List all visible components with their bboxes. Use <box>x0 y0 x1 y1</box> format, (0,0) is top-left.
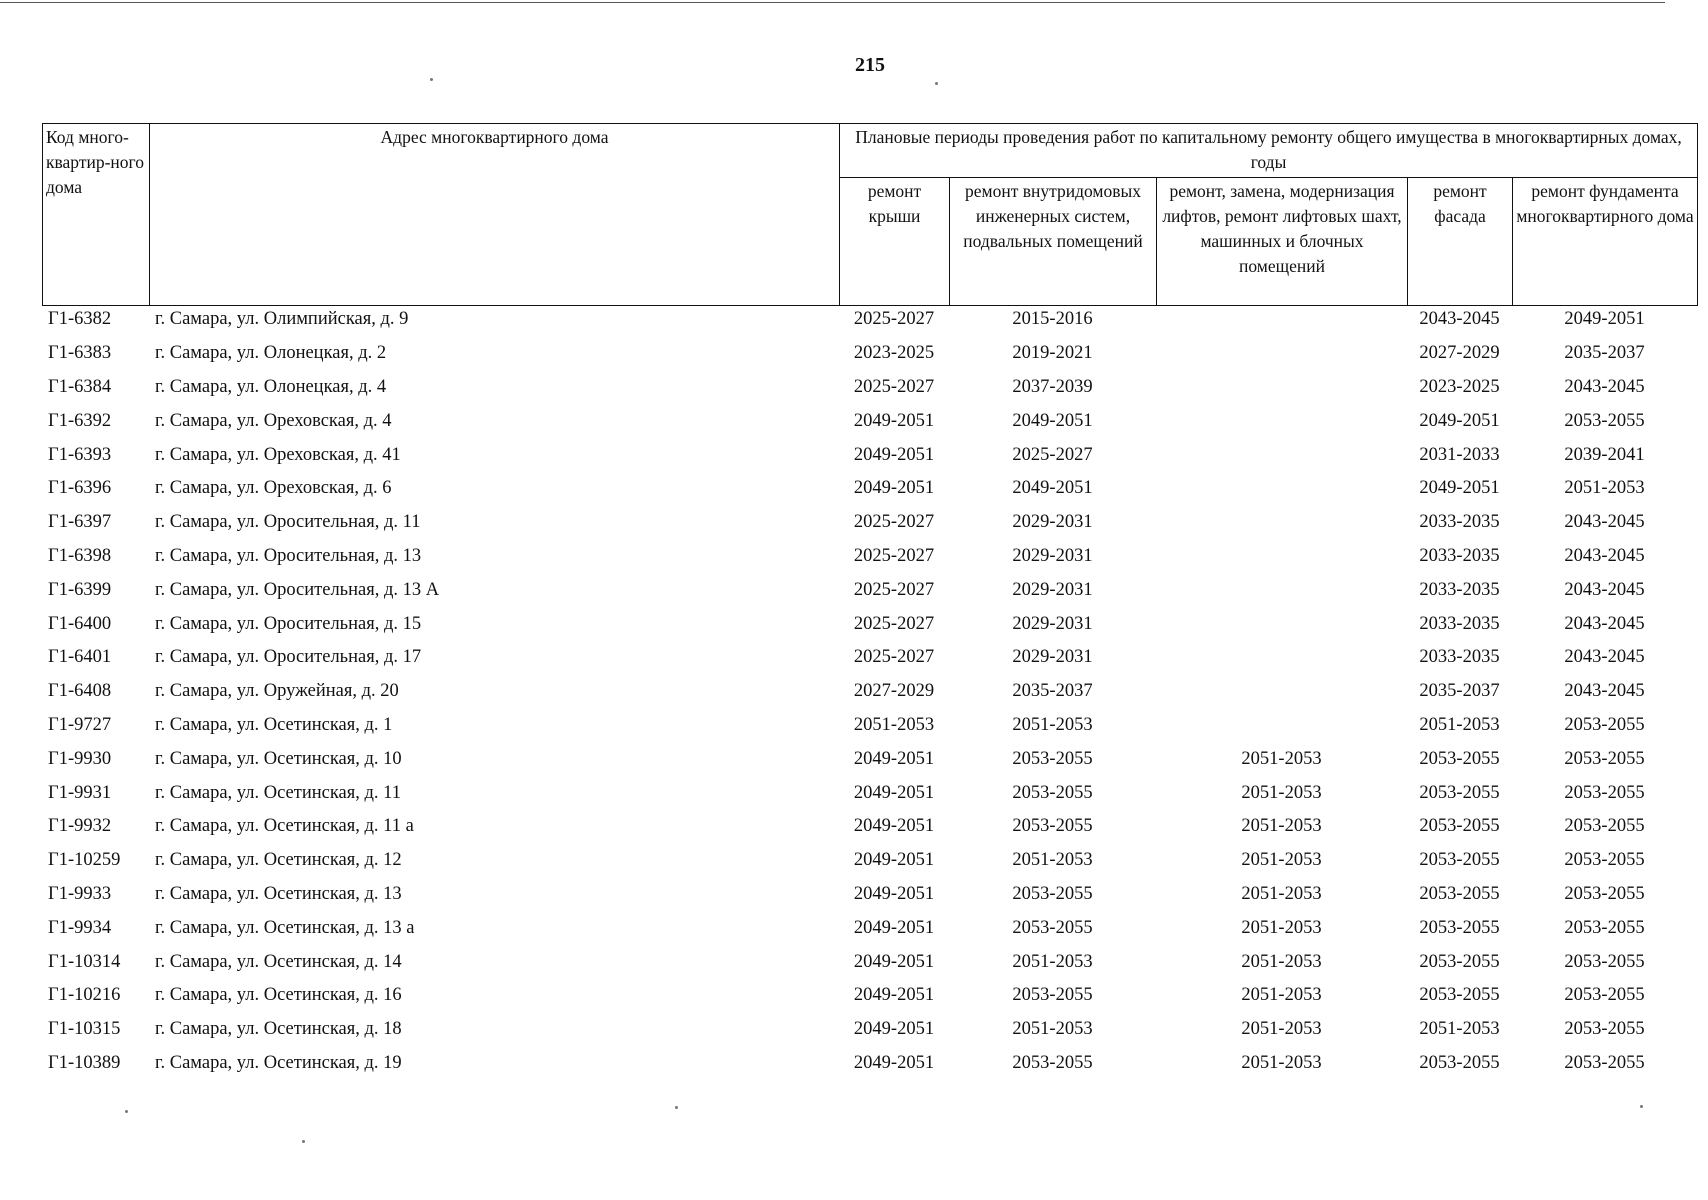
house-address: г. Самара, ул. Осетинская, д. 19 <box>155 1052 402 1073</box>
house-address: г. Самара, ул. Оросительная, д. 13 <box>155 545 422 566</box>
house-code: Г1-9727 <box>48 714 112 735</box>
facade-period: 2043-2045 <box>1419 309 1500 330</box>
table-row <box>42 709 1697 743</box>
house-address: г. Самара, ул. Осетинская, д. 16 <box>155 985 402 1006</box>
facade-period: 2053-2055 <box>1419 951 1500 972</box>
house-code: Г1-6384 <box>48 376 112 397</box>
lifts-period <box>1156 540 1407 574</box>
header-roof: ремонт крыши <box>840 178 950 306</box>
table-row <box>42 776 1697 810</box>
house-address: г. Самара, ул. Оросительная, д. 13 А <box>155 579 440 600</box>
lifts-period: 2051-2053 <box>1241 748 1322 769</box>
roof-period: 2049-2051 <box>853 951 935 972</box>
lifts-period: 2051-2053 <box>1241 1019 1322 1040</box>
facade-period: 2035-2037 <box>1419 681 1500 702</box>
roof-period: 2049-2051 <box>853 782 935 803</box>
house-address: г. Самара, ул. Ореховская, д. 6 <box>155 478 392 499</box>
systems-period: 2035-2037 <box>1012 681 1093 702</box>
house-code: Г1-10389 <box>48 1052 121 1073</box>
table-row <box>42 945 1697 979</box>
table-row <box>42 371 1697 405</box>
foundation-period: 2043-2045 <box>1564 579 1645 600</box>
foundation-period: 2053-2055 <box>1564 985 1645 1006</box>
facade-period: 2023-2025 <box>1419 376 1500 397</box>
top-rule <box>0 2 1665 3</box>
lifts-period: 2051-2053 <box>1241 917 1322 938</box>
lifts-period <box>1156 472 1407 506</box>
systems-period: 2051-2053 <box>1012 1019 1093 1040</box>
table-row <box>42 911 1697 945</box>
house-address: г. Самара, ул. Осетинская, д. 13 <box>155 883 402 904</box>
facade-period: 2053-2055 <box>1419 748 1500 769</box>
systems-period: 2051-2053 <box>1012 714 1093 735</box>
systems-period: 2051-2053 <box>1012 850 1093 871</box>
lifts-period <box>1156 607 1407 641</box>
house-address: г. Самара, ул. Олимпийская, д. 9 <box>155 309 409 330</box>
systems-period: 2029-2031 <box>1012 579 1093 600</box>
house-address: г. Самара, ул. Оросительная, д. 15 <box>155 613 422 634</box>
house-address: г. Самара, ул. Олонецкая, д. 4 <box>155 376 387 397</box>
lifts-period: 2051-2053 <box>1241 850 1322 871</box>
lifts-period: 2051-2053 <box>1241 1052 1322 1073</box>
house-code: Г1-9933 <box>48 883 112 904</box>
foundation-period: 2043-2045 <box>1564 647 1645 668</box>
foundation-period: 2043-2045 <box>1564 376 1645 397</box>
systems-period: 2025-2027 <box>1012 444 1093 465</box>
foundation-period: 2043-2045 <box>1564 545 1645 566</box>
roof-period: 2027-2029 <box>853 681 935 702</box>
lifts-period: 2051-2053 <box>1241 883 1322 904</box>
roof-period: 2025-2027 <box>853 579 935 600</box>
foundation-period: 2053-2055 <box>1564 410 1645 431</box>
house-address: г. Самара, ул. Оросительная, д. 17 <box>155 647 422 668</box>
roof-period: 2023-2025 <box>853 343 935 364</box>
roof-period: 2025-2027 <box>853 647 935 668</box>
scan-speck <box>935 82 938 85</box>
table-row <box>42 810 1697 844</box>
table-header <box>42 123 1698 306</box>
foundation-period: 2049-2051 <box>1564 309 1645 330</box>
header-code: Код много-квартир-ного дома <box>43 124 150 306</box>
facade-period: 2033-2035 <box>1419 512 1500 533</box>
facade-period: 2033-2035 <box>1419 579 1500 600</box>
lifts-period: 2051-2053 <box>1241 816 1322 837</box>
roof-period: 2051-2053 <box>853 714 935 735</box>
facade-period: 2049-2051 <box>1419 410 1500 431</box>
table-row <box>42 979 1697 1013</box>
table-row <box>42 540 1697 574</box>
house-code: Г1-6401 <box>48 647 112 668</box>
roof-period: 2049-2051 <box>853 1052 935 1073</box>
foundation-period: 2053-2055 <box>1564 1052 1645 1073</box>
table-body <box>42 303 1697 1080</box>
roof-period: 2025-2027 <box>853 309 935 330</box>
house-code: Г1-9934 <box>48 917 112 938</box>
foundation-period: 2039-2041 <box>1564 444 1645 465</box>
facade-period: 2033-2035 <box>1419 647 1500 668</box>
roof-period: 2025-2027 <box>853 512 935 533</box>
table-row <box>42 404 1697 438</box>
lifts-period <box>1156 641 1407 675</box>
house-address: г. Самара, ул. Оросительная, д. 11 <box>155 512 421 533</box>
house-address: г. Самара, ул. Осетинская, д. 11 <box>155 782 401 803</box>
systems-period: 2037-2039 <box>1012 376 1093 397</box>
table-row <box>42 472 1697 506</box>
facade-period: 2033-2035 <box>1419 545 1500 566</box>
roof-period: 2049-2051 <box>853 985 935 1006</box>
lifts-period: 2051-2053 <box>1241 951 1322 972</box>
house-address: г. Самара, ул. Оружейная, д. 20 <box>155 681 399 702</box>
systems-period: 2053-2055 <box>1012 917 1093 938</box>
roof-period: 2049-2051 <box>853 1019 935 1040</box>
table-row <box>42 675 1697 709</box>
foundation-period: 2053-2055 <box>1564 1019 1645 1040</box>
facade-period: 2053-2055 <box>1419 850 1500 871</box>
foundation-period: 2053-2055 <box>1564 917 1645 938</box>
systems-period: 2029-2031 <box>1012 545 1093 566</box>
foundation-period: 2043-2045 <box>1564 512 1645 533</box>
header-facade: ремонт фасада <box>1408 178 1513 306</box>
facade-period: 2049-2051 <box>1419 478 1500 499</box>
systems-period: 2053-2055 <box>1012 748 1093 769</box>
lifts-period <box>1156 675 1407 709</box>
lifts-period <box>1156 404 1407 438</box>
systems-period: 2053-2055 <box>1012 1052 1093 1073</box>
facade-period: 2051-2053 <box>1419 1019 1500 1040</box>
header-lifts: ремонт, замена, модернизация лифтов, ремонт лифтовых шахт, машинных и блочных помещений <box>1157 178 1408 306</box>
systems-period: 2053-2055 <box>1012 782 1093 803</box>
house-address: г. Самара, ул. Ореховская, д. 41 <box>155 444 401 465</box>
header-systems: ремонт внутридомовых инженерных систем, подвальных помещений <box>950 178 1157 306</box>
foundation-period: 2053-2055 <box>1564 782 1645 803</box>
roof-period: 2049-2051 <box>853 850 935 871</box>
house-code: Г1-6399 <box>48 579 112 600</box>
house-code: Г1-6397 <box>48 512 112 533</box>
lifts-period <box>1156 709 1407 743</box>
table-row <box>42 506 1697 540</box>
lifts-period <box>1156 438 1407 472</box>
data-table <box>42 303 1697 1080</box>
roof-period: 2025-2027 <box>853 545 935 566</box>
table-row <box>42 844 1697 878</box>
foundation-period: 2053-2055 <box>1564 850 1645 871</box>
roof-period: 2049-2051 <box>853 410 935 431</box>
foundation-period: 2051-2053 <box>1564 478 1645 499</box>
house-address: г. Самара, ул. Осетинская, д. 12 <box>155 850 402 871</box>
page-number: 215 <box>855 54 885 76</box>
roof-period: 2049-2051 <box>853 883 935 904</box>
house-address: г. Самара, ул. Осетинская, д. 1 <box>155 714 393 735</box>
table-row <box>42 878 1697 912</box>
lifts-period <box>1156 303 1407 337</box>
facade-period: 2053-2055 <box>1419 883 1500 904</box>
house-code: Г1-6392 <box>48 410 112 431</box>
facade-period: 2027-2029 <box>1419 343 1500 364</box>
roof-period: 2025-2027 <box>853 613 935 634</box>
facade-period: 2053-2055 <box>1419 1052 1500 1073</box>
house-address: г. Самара, ул. Олонецкая, д. 2 <box>155 343 387 364</box>
house-code: Г1-10216 <box>48 985 121 1006</box>
house-code: Г1-10314 <box>48 951 121 972</box>
facade-period: 2033-2035 <box>1419 613 1500 634</box>
roof-period: 2049-2051 <box>853 478 935 499</box>
table-row <box>42 742 1697 776</box>
table-row <box>42 337 1697 371</box>
house-code: Г1-6396 <box>48 478 112 499</box>
scan-speck <box>1640 1105 1643 1108</box>
foundation-period: 2043-2045 <box>1564 681 1645 702</box>
systems-period: 2029-2031 <box>1012 647 1093 668</box>
header-address: Адрес многоквартирного дома <box>150 124 840 306</box>
foundation-period: 2053-2055 <box>1564 883 1645 904</box>
house-code: Г1-9932 <box>48 816 112 837</box>
house-code: Г1-9930 <box>48 748 112 769</box>
house-code: Г1-10315 <box>48 1019 121 1040</box>
table-row <box>42 1047 1697 1081</box>
house-code: Г1-6393 <box>48 444 112 465</box>
scan-speck <box>430 78 433 81</box>
table-row <box>42 438 1697 472</box>
systems-period: 2053-2055 <box>1012 985 1093 1006</box>
scan-speck <box>675 1106 678 1109</box>
systems-period: 2053-2055 <box>1012 816 1093 837</box>
house-code: Г1-6383 <box>48 343 112 364</box>
foundation-period: 2053-2055 <box>1564 714 1645 735</box>
systems-period: 2049-2051 <box>1012 478 1093 499</box>
header-periods-title: Плановые периоды проведения работ по капитальному ремонту общего имущества в многоквартирных домах, годы <box>840 124 1698 178</box>
facade-period: 2053-2055 <box>1419 985 1500 1006</box>
house-address: г. Самара, ул. Осетинская, д. 11 а <box>155 816 414 837</box>
house-address: г. Самара, ул. Осетинская, д. 18 <box>155 1019 402 1040</box>
facade-period: 2053-2055 <box>1419 816 1500 837</box>
lifts-period: 2051-2053 <box>1241 782 1322 803</box>
systems-period: 2053-2055 <box>1012 883 1093 904</box>
table-row <box>42 1013 1697 1047</box>
table-row <box>42 303 1697 337</box>
roof-period: 2049-2051 <box>853 816 935 837</box>
house-code: Г1-6400 <box>48 613 112 634</box>
systems-period: 2015-2016 <box>1012 309 1093 330</box>
house-code: Г1-10259 <box>48 850 121 871</box>
systems-period: 2029-2031 <box>1012 613 1093 634</box>
house-code: Г1-9931 <box>48 782 112 803</box>
facade-period: 2053-2055 <box>1419 917 1500 938</box>
scan-speck <box>302 1140 305 1143</box>
house-code: Г1-6408 <box>48 681 112 702</box>
systems-period: 2049-2051 <box>1012 410 1093 431</box>
foundation-period: 2053-2055 <box>1564 816 1645 837</box>
foundation-period: 2035-2037 <box>1564 343 1645 364</box>
house-address: г. Самара, ул. Ореховская, д. 4 <box>155 410 392 431</box>
house-code: Г1-6398 <box>48 545 112 566</box>
roof-period: 2049-2051 <box>853 444 935 465</box>
lifts-period: 2051-2053 <box>1241 985 1322 1006</box>
systems-period: 2019-2021 <box>1012 343 1093 364</box>
foundation-period: 2053-2055 <box>1564 748 1645 769</box>
facade-period: 2031-2033 <box>1419 444 1500 465</box>
lifts-period <box>1156 573 1407 607</box>
table-row <box>42 641 1697 675</box>
lifts-period <box>1156 371 1407 405</box>
lifts-period <box>1156 337 1407 371</box>
table-row <box>42 573 1697 607</box>
table-row <box>42 607 1697 641</box>
roof-period: 2049-2051 <box>853 917 935 938</box>
foundation-period: 2043-2045 <box>1564 613 1645 634</box>
roof-period: 2049-2051 <box>853 748 935 769</box>
lifts-period <box>1156 506 1407 540</box>
house-address: г. Самара, ул. Осетинская, д. 13 а <box>155 917 415 938</box>
house-address: г. Самара, ул. Осетинская, д. 14 <box>155 951 402 972</box>
scan-speck <box>125 1110 128 1113</box>
header-foundation: ремонт фундамента многоквартирного дома <box>1513 178 1698 306</box>
facade-period: 2051-2053 <box>1419 714 1500 735</box>
facade-period: 2053-2055 <box>1419 782 1500 803</box>
systems-period: 2029-2031 <box>1012 512 1093 533</box>
house-address: г. Самара, ул. Осетинская, д. 10 <box>155 748 402 769</box>
roof-period: 2025-2027 <box>853 376 935 397</box>
house-code: Г1-6382 <box>48 309 112 330</box>
foundation-period: 2053-2055 <box>1564 951 1645 972</box>
systems-period: 2051-2053 <box>1012 951 1093 972</box>
